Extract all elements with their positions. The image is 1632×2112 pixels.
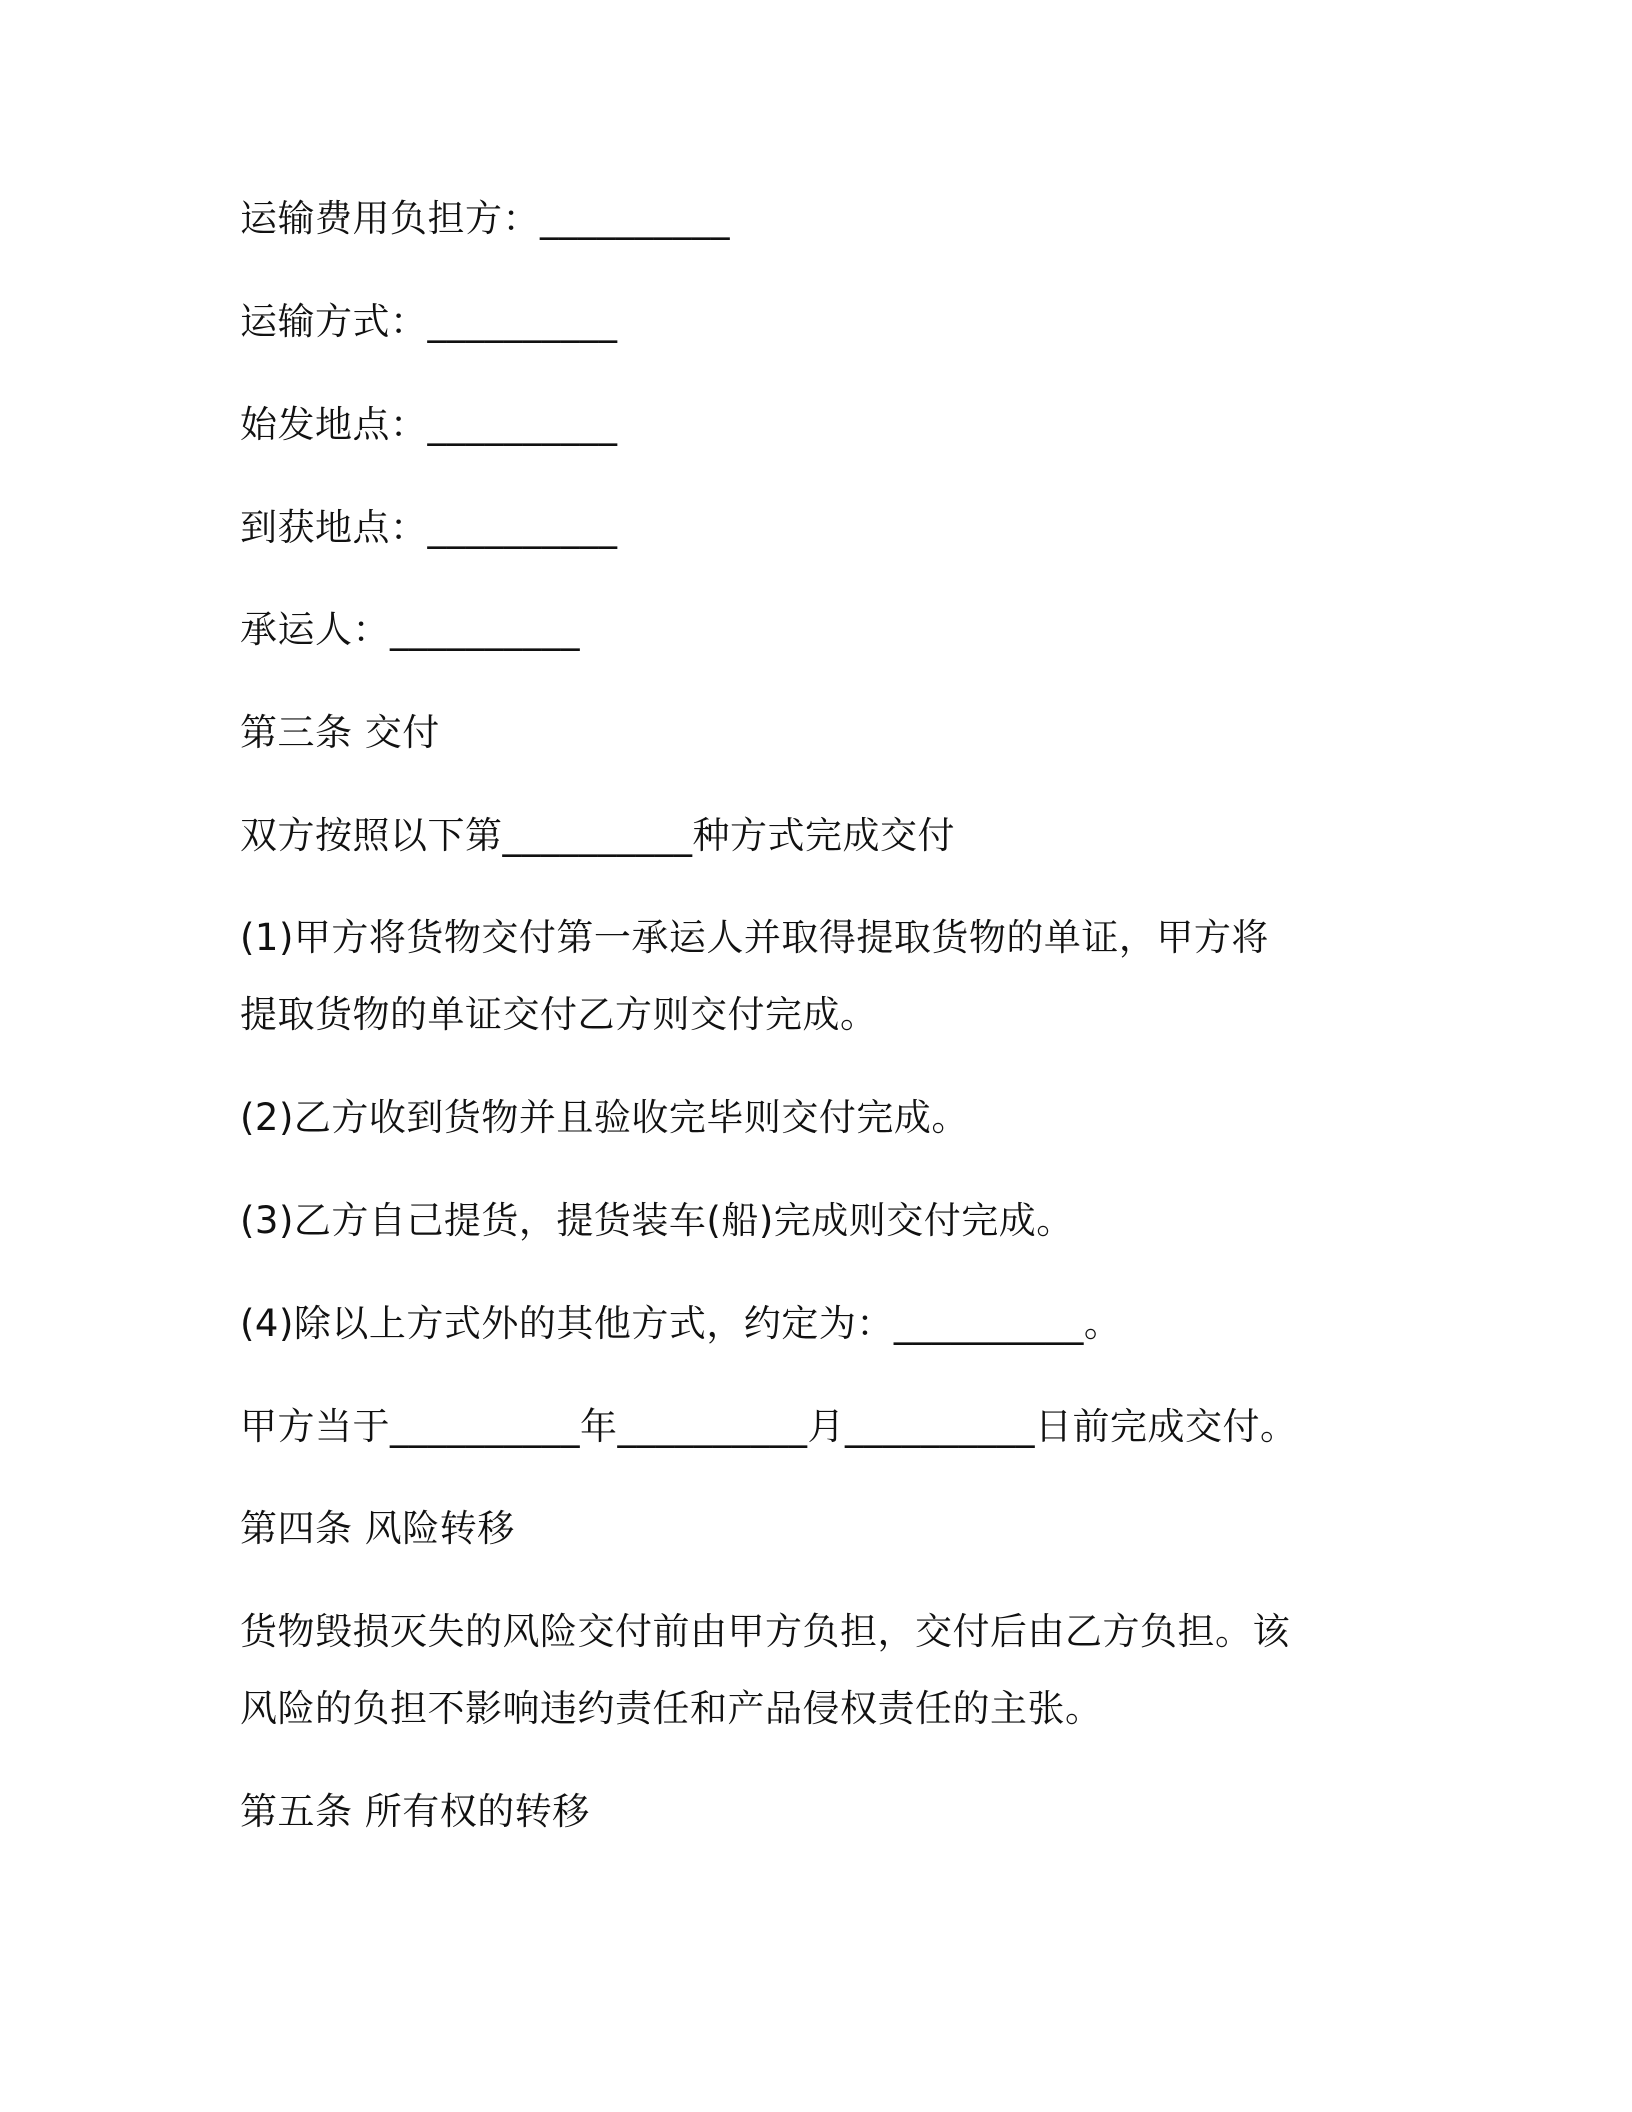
risk-transfer-line-1: 货物毁损灭失的风险交付前由甲方负担，交付后由乙方负担。该 (240, 1610, 1290, 1653)
article-four-heading: 第四条 风险转移 (240, 1507, 515, 1550)
delivery-method-choice: 双方按照以下第__________种方式完成交付 (240, 814, 955, 857)
destination-location-field: 到获地点：__________ (240, 506, 618, 549)
delivery-deadline: 甲方当于__________年__________月__________日前完成交付。 (240, 1405, 1298, 1448)
delivery-option-1-line-2: 提取货物的单证交付乙方则交付完成。 (240, 993, 878, 1036)
risk-transfer-line-2: 风险的负担不影响违约责任和产品侵权责任的主张。 (240, 1687, 1103, 1730)
transport-method-field: 运输方式：__________ (240, 300, 618, 343)
delivery-option-1-line-1: (1)甲方将货物交付第一承运人并取得提取货物的单证，甲方将 (240, 916, 1269, 959)
delivery-option-3: (3)乙方自己提货，提货装车(船)完成则交付完成。 (240, 1199, 1074, 1242)
origin-location-field: 始发地点：__________ (240, 403, 618, 446)
delivery-option-4: (4)除以上方式外的其他方式，约定为：__________。 (240, 1302, 1122, 1345)
carrier-field: 承运人：__________ (240, 608, 580, 651)
delivery-option-2: (2)乙方收到货物并且验收完毕则交付完成。 (240, 1096, 969, 1139)
article-three-heading: 第三条 交付 (240, 711, 440, 754)
transport-cost-bearer-field: 运输费用负担方：__________ (240, 197, 730, 240)
article-five-heading: 第五条 所有权的转移 (240, 1790, 590, 1833)
